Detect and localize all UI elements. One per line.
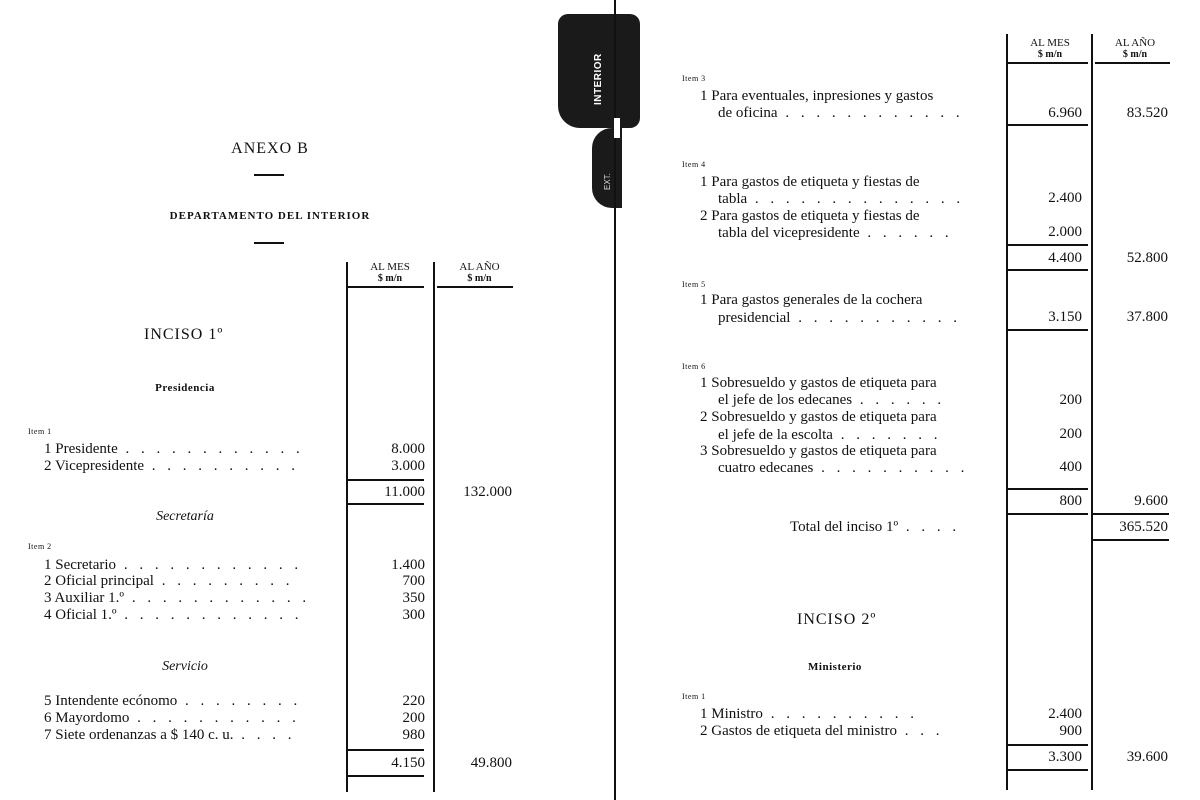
header-underline bbox=[1008, 62, 1088, 64]
section-ministerio: Ministerio bbox=[808, 661, 862, 673]
column-rule bbox=[1091, 34, 1093, 790]
col-header-month: AL MES $ m/n bbox=[370, 261, 410, 284]
row-edecanes-jefe-line2: el jefe de los edecanes . . . . . . bbox=[718, 392, 946, 408]
item-label: Item 3 bbox=[682, 74, 706, 83]
inciso-title: INCISO 1º bbox=[144, 326, 224, 343]
row-oficial-1: 4 Oficial 1.º . . . . . . . . . . . . bbox=[44, 607, 303, 623]
row-auxiliar: 3 Auxiliar 1.º . . . . . . . . . . . . bbox=[44, 590, 311, 606]
subtotal-rule bbox=[1008, 513, 1088, 515]
col-header-month: AL MES $ m/n bbox=[1030, 37, 1070, 60]
header-underline bbox=[1095, 62, 1170, 64]
total-rule bbox=[1093, 539, 1169, 541]
annex-title: ANEXO B bbox=[231, 140, 309, 157]
column-rule bbox=[346, 262, 348, 792]
row-etiqueta-vice-line1: 2 Para gastos de etiqueta y fiestas de bbox=[700, 208, 920, 224]
item-label: Item 5 bbox=[682, 280, 706, 289]
subtotal-rule bbox=[1008, 124, 1088, 126]
subtotal-rule bbox=[1008, 769, 1088, 771]
value-edecanes-jefe: 200 bbox=[1059, 392, 1082, 408]
column-rule bbox=[433, 262, 435, 792]
index-tab-label: INTERIOR bbox=[593, 53, 604, 105]
value-etiqueta: 2.400 bbox=[1048, 190, 1082, 206]
value-ministro: 2.400 bbox=[1048, 706, 1082, 722]
item-label: Item 1 bbox=[28, 427, 52, 436]
row-escolta-line1: 2 Sobresueldo y gastos de etiqueta para bbox=[700, 409, 937, 425]
value-secretario: 1.400 bbox=[391, 557, 425, 573]
row-cuatro-edecanes-line2: cuatro edecanes . . . . . . . . . . bbox=[718, 460, 969, 476]
value-escolta: 200 bbox=[1059, 426, 1082, 442]
value-presidente: 8.000 bbox=[391, 441, 425, 457]
row-gastos-ministro: 2 Gastos de etiqueta del ministro . . . bbox=[700, 723, 944, 739]
subtotal-rule bbox=[348, 775, 424, 777]
item-label: Item 6 bbox=[682, 362, 706, 371]
total-inciso-year: 365.520 bbox=[1119, 519, 1168, 535]
subtotal-rule bbox=[1008, 329, 1088, 331]
department-title: DEPARTAMENTO DEL INTERIOR bbox=[169, 210, 371, 222]
row-oficial-principal: 2 Oficial principal . . . . . . . . . bbox=[44, 573, 294, 589]
row-cuatro-edecanes-line1: 3 Sobresueldo y gastos de etiqueta para bbox=[700, 443, 937, 459]
value-cochera-year: 37.800 bbox=[1126, 309, 1168, 325]
item-label: Item 2 bbox=[28, 542, 52, 551]
row-cochera-line1: 1 Para gastos generales de la cochera bbox=[700, 292, 923, 308]
row-secretario: 1 Secretario . . . . . . . . . . . . bbox=[44, 557, 303, 573]
value-oficial-1: 300 bbox=[402, 607, 425, 623]
row-etiqueta-vice-line2: tabla del vicepresidente . . . . . . bbox=[718, 225, 953, 241]
section-presidencia: Presidencia bbox=[155, 382, 215, 394]
subtotal-rule bbox=[1008, 744, 1088, 746]
index-tab-secondary-label: EXT. bbox=[603, 173, 612, 190]
header-underline bbox=[437, 286, 513, 288]
item-label: Item 4 bbox=[682, 160, 706, 169]
subtotal-rule bbox=[1093, 513, 1169, 515]
row-vicepresidente: 2 Vicepresidente . . . . . . . . . . bbox=[44, 458, 300, 474]
row-presidente: 1 Presidente . . . . . . . . . . . . bbox=[44, 441, 304, 457]
subtotal-rule bbox=[1008, 269, 1088, 271]
section-servicio: Servicio bbox=[162, 659, 208, 674]
subtotal-year: 9.600 bbox=[1134, 493, 1168, 509]
row-ordenanzas: 7 Siete ordenanzas a $ 140 c. u. . . . . bbox=[44, 727, 296, 743]
subtotal-year: 39.600 bbox=[1126, 749, 1168, 765]
value-cuatro-edecanes: 400 bbox=[1059, 459, 1082, 475]
subtotal-month: 3.300 bbox=[1048, 749, 1082, 765]
row-eventuales-line1: 1 Para eventuales, inpresiones y gastos bbox=[700, 88, 934, 104]
subtotal-rule bbox=[348, 479, 424, 481]
value-gastos-ministro: 900 bbox=[1059, 723, 1082, 739]
value-intendente: 220 bbox=[402, 693, 425, 709]
section-secretaria: Secretaría bbox=[156, 509, 214, 524]
row-intendente: 5 Intendente ecónomo . . . . . . . . bbox=[44, 693, 302, 709]
value-cochera-month: 3.150 bbox=[1048, 309, 1082, 325]
column-rule bbox=[1006, 34, 1008, 790]
subtotal-month: 800 bbox=[1059, 493, 1082, 509]
row-ministro: 1 Ministro . . . . . . . . . . bbox=[700, 706, 918, 722]
right-page bbox=[600, 0, 1200, 800]
subtotal-rule bbox=[1008, 244, 1088, 246]
value-eventuales-year: 83.520 bbox=[1126, 105, 1168, 121]
col-header-year: AL AÑO $ m/n bbox=[1114, 37, 1156, 60]
value-eventuales-month: 6.960 bbox=[1048, 105, 1082, 121]
row-eventuales-line2: de oficina . . . . . . . . . . . . bbox=[718, 105, 964, 121]
row-escolta-line2: el jefe de la escolta . . . . . . . bbox=[718, 427, 942, 443]
subtotal-rule bbox=[348, 503, 424, 505]
subtotal-rule bbox=[348, 749, 424, 751]
header-underline bbox=[348, 286, 424, 288]
value-ordenanzas: 980 bbox=[402, 727, 425, 743]
col-header-year: AL AÑO $ m/n bbox=[459, 261, 500, 284]
subtotal-year: 52.800 bbox=[1126, 250, 1168, 266]
total-inciso-label: Total del inciso 1º . . . . bbox=[790, 519, 961, 535]
divider bbox=[254, 174, 284, 176]
subtotal-year: 132.000 bbox=[463, 484, 512, 500]
subtotal-year: 49.800 bbox=[470, 755, 512, 771]
row-etiqueta-line2: tabla . . . . . . . . . . . . . . bbox=[718, 191, 965, 207]
row-edecanes-jefe-line1: 1 Sobresueldo y gastos de etiqueta para bbox=[700, 375, 937, 391]
inciso-2-title: INCISO 2º bbox=[797, 611, 877, 628]
subtotal-rule bbox=[1008, 488, 1088, 490]
subtotal-month: 4.400 bbox=[1048, 250, 1082, 266]
subtotal-month: 4.150 bbox=[391, 755, 425, 771]
row-mayordomo: 6 Mayordomo . . . . . . . . . . . bbox=[44, 710, 300, 726]
value-oficial-principal: 700 bbox=[402, 573, 425, 589]
row-cochera-line2: presidencial . . . . . . . . . . . bbox=[718, 310, 961, 326]
value-etiqueta-vice: 2.000 bbox=[1048, 224, 1082, 240]
row-etiqueta-line1: 1 Para gastos de etiqueta y fiestas de bbox=[700, 174, 920, 190]
item-label: Item 1 bbox=[682, 692, 706, 701]
value-vicepresidente: 3.000 bbox=[391, 458, 425, 474]
subtotal-month: 11.000 bbox=[384, 484, 425, 500]
value-auxiliar: 350 bbox=[402, 590, 425, 606]
divider bbox=[254, 242, 284, 244]
value-mayordomo: 200 bbox=[402, 710, 425, 726]
